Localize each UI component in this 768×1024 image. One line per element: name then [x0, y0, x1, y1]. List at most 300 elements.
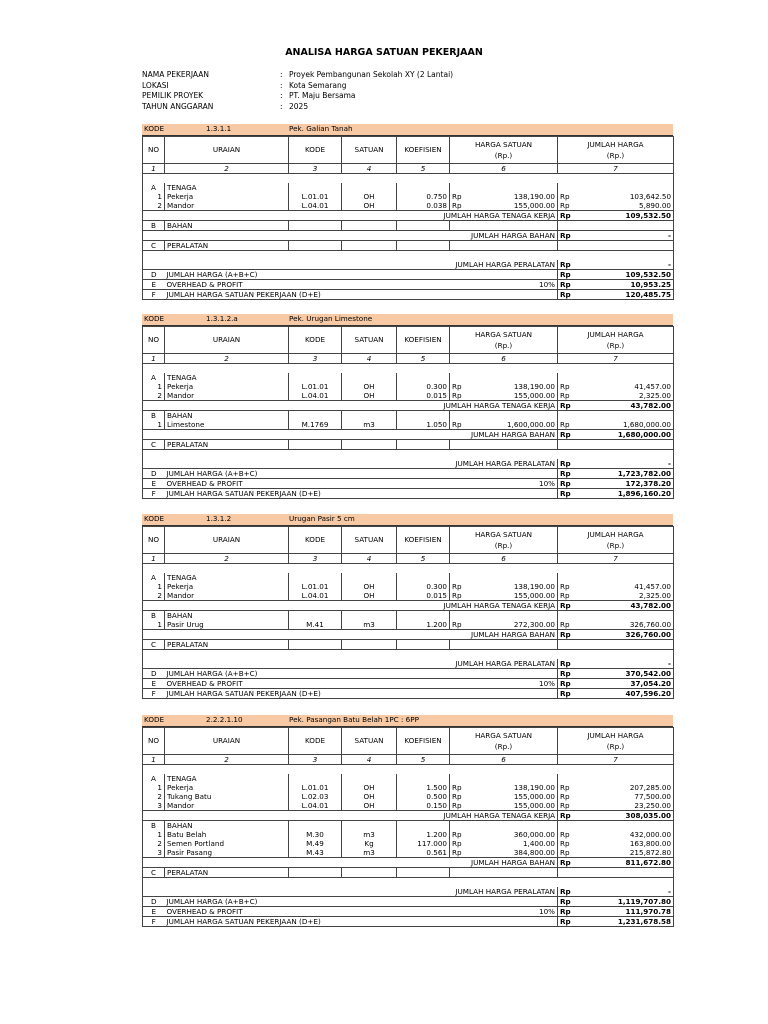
- empty-cell: [165, 363, 576, 373]
- item-uraian: Pekerja: [165, 582, 289, 591]
- subtotal-label: JUMLAH HARGA TENAGA KERJA: [165, 600, 558, 610]
- subtotal-row: [143, 400, 674, 410]
- col-header-no: NO: [143, 526, 165, 553]
- empty-cell: [342, 774, 397, 783]
- empty-cell: [397, 220, 450, 230]
- info-value: 2025: [289, 101, 309, 111]
- group-label: TENAGA: [165, 373, 289, 382]
- column-index-row: [143, 163, 674, 173]
- col-header-koefisien: KOEFISIEN: [397, 326, 450, 353]
- empty-cell: [143, 764, 165, 774]
- col-header-satuan: SATUAN: [342, 326, 397, 353]
- section-kode-label: KODE: [144, 314, 165, 323]
- empty-cell: [165, 173, 576, 183]
- item-uraian: Mandor: [165, 391, 289, 401]
- item-satuan: Kg: [342, 839, 397, 848]
- group-letter: A: [143, 573, 165, 582]
- col-index: 5: [397, 353, 450, 363]
- section-code: 2.2.2.1.10: [206, 715, 243, 724]
- summary-label: OVERHEAD & PROFIT: [165, 678, 470, 688]
- empty-cell: [165, 764, 576, 774]
- empty-cell: [450, 774, 558, 783]
- subtotal-row: [143, 459, 674, 469]
- spacer-row: [143, 563, 674, 573]
- col-index: 1: [143, 754, 165, 764]
- col-index: 2: [165, 754, 289, 764]
- item-rp: Rp: [450, 382, 470, 391]
- item-rp: Rp: [558, 591, 576, 601]
- item-rp: Rp: [450, 201, 470, 211]
- col-header-koefisien: KOEFISIEN: [397, 526, 450, 553]
- summary-rp: Rp: [558, 678, 576, 688]
- spacer-row: [143, 173, 674, 183]
- subtotal-label: JUMLAH HARGA BAHAN: [165, 629, 558, 639]
- item-rp: Rp: [558, 801, 576, 811]
- subtotal-value: -: [576, 887, 674, 897]
- empty-cell: [558, 774, 674, 783]
- col-index: 7: [558, 353, 674, 363]
- subtotal-rp: Rp: [558, 887, 576, 897]
- item-no: 3: [143, 848, 165, 858]
- empty-cell: [143, 649, 165, 659]
- empty-cell: [143, 230, 165, 240]
- col-header-koefisien: KOEFISIEN: [397, 136, 450, 163]
- info-label: NAMA PEKERJAAN: [142, 70, 210, 79]
- item-no: 2: [143, 391, 165, 401]
- empty-cell: [450, 867, 558, 877]
- header-line: (Rp.): [606, 741, 625, 751]
- empty-cell: [289, 410, 342, 420]
- summary-row: [143, 279, 674, 289]
- item-koefisien: 1.200: [397, 830, 450, 839]
- item-satuan: m3: [342, 830, 397, 839]
- group-label: PERALATAN: [165, 867, 289, 877]
- item-harga: 138,190.00: [513, 191, 555, 201]
- summary-value: 1,119,707.80: [576, 896, 674, 906]
- group-header-row: [143, 774, 674, 783]
- summary-row: [143, 478, 674, 488]
- empty-cell: [450, 183, 558, 192]
- col-header-satuan: SATUAN: [342, 526, 397, 553]
- analysis-table: [142, 526, 674, 699]
- item-satuan: OH: [342, 582, 397, 591]
- item-rp: Rp: [450, 783, 470, 792]
- col-header-uraian: URAIAN: [165, 526, 289, 553]
- item-harga: 155,000.00: [470, 201, 558, 211]
- empty-cell: [450, 610, 558, 620]
- summary-row: [143, 906, 674, 916]
- group-label: TENAGA: [165, 183, 289, 192]
- col-index: 2: [165, 353, 289, 363]
- subtotal-rp: Rp: [558, 230, 576, 240]
- group-letter: B: [143, 610, 165, 620]
- item-koefisien: 0.500: [397, 792, 450, 801]
- item-uraian: Tukang Batu: [165, 792, 289, 801]
- subtotal-label: JUMLAH HARGA PERALATAN: [165, 260, 558, 270]
- empty-cell: [397, 573, 450, 582]
- summary-row: [143, 269, 674, 279]
- item-no: 3: [143, 801, 165, 811]
- item-rp: Rp: [450, 192, 470, 201]
- col-index: 1: [143, 163, 165, 173]
- header-line: HARGA SATUAN: [474, 529, 533, 539]
- item-jumlah: 103,642.50: [576, 192, 674, 201]
- info-label: TAHUN ANGGARAN: [142, 101, 214, 111]
- empty-cell: [143, 210, 165, 220]
- empty-cell: [558, 639, 674, 649]
- item-rp: Rp: [558, 391, 576, 401]
- group-header-row: [143, 867, 674, 877]
- empty-cell: [558, 183, 674, 192]
- col-index: 4: [342, 553, 397, 563]
- analysis-section: [142, 124, 673, 300]
- section-kode-label: KODE: [144, 715, 165, 724]
- col-header-jumlah-harga: [558, 526, 674, 553]
- item-rp: Rp: [558, 420, 576, 430]
- table-row: [143, 620, 674, 630]
- table-row: [143, 382, 674, 391]
- col-index: 3: [289, 754, 342, 764]
- item-harga: 1,400.00: [522, 838, 555, 848]
- header-line: (Rp.): [494, 340, 513, 350]
- empty-cell: [143, 600, 165, 610]
- col-index: 1: [143, 553, 165, 563]
- col-index: 5: [397, 163, 450, 173]
- group-letter: A: [143, 373, 165, 382]
- summary-label: JUMLAH HARGA (A+B+C): [165, 668, 470, 678]
- item-satuan: OH: [342, 382, 397, 391]
- item-no: 2: [143, 839, 165, 848]
- header-line: JUMLAH HARGA: [587, 529, 644, 539]
- empty-cell: [165, 250, 674, 260]
- summary-rp: Rp: [558, 916, 576, 926]
- col-header-uraian: URAIAN: [165, 326, 289, 353]
- group-label: TENAGA: [165, 573, 289, 582]
- subtotal-value: -: [576, 230, 674, 240]
- item-uraian: Mandor: [165, 591, 289, 601]
- item-jumlah: 326,760.00: [576, 620, 674, 630]
- empty-cell: [143, 629, 165, 639]
- col-index: 7: [558, 754, 674, 764]
- item-no: 1: [143, 420, 165, 430]
- summary-rp: Rp: [558, 688, 576, 698]
- col-header-kode: KODE: [289, 326, 342, 353]
- item-uraian: Pekerja: [165, 382, 289, 391]
- summary-rp: Rp: [558, 289, 576, 299]
- item-jumlah: 2,325.00: [576, 591, 674, 601]
- item-satuan: OH: [342, 192, 397, 201]
- item-kode: M.49: [289, 839, 342, 848]
- summary-letter: E: [143, 906, 165, 916]
- item-rp: Rp: [558, 382, 576, 391]
- summary-rp: Rp: [558, 279, 576, 289]
- empty-cell: [450, 820, 558, 830]
- summary-rp: Rp: [558, 468, 576, 478]
- summary-label: JUMLAH HARGA (A+B+C): [165, 468, 470, 478]
- col-index: 1: [143, 353, 165, 363]
- group-letter: C: [143, 639, 165, 649]
- subtotal-row: [143, 210, 674, 220]
- item-koefisien: 0.015: [397, 391, 450, 401]
- item-kode: M.41: [289, 620, 342, 630]
- summary-label: OVERHEAD & PROFIT: [165, 478, 470, 488]
- empty-cell: [558, 867, 674, 877]
- item-harga: 360,000.00: [513, 829, 555, 839]
- item-koefisien: 1.200: [397, 620, 450, 630]
- col-header-harga-satuan: [450, 526, 558, 553]
- summary-letter: F: [143, 916, 165, 926]
- header-line: (Rp.): [494, 540, 513, 550]
- item-satuan: OH: [342, 591, 397, 601]
- analysis-section: [142, 314, 673, 499]
- item-no: 1: [143, 382, 165, 391]
- section-code: 1.3.1.1: [206, 124, 232, 133]
- table-row: [143, 848, 674, 858]
- col-index: 2: [165, 553, 289, 563]
- subtotal-value: 43,782.00: [576, 400, 674, 410]
- table-row: [143, 783, 674, 792]
- item-kode: L.02.03: [289, 792, 342, 801]
- item-koefisien: 1.500: [397, 783, 450, 792]
- summary-label: JUMLAH HARGA SATUAN PEKERJAAN (D+E): [165, 916, 470, 926]
- summary-letter: E: [143, 279, 165, 289]
- empty-cell: [558, 410, 674, 420]
- spacer-row: [143, 649, 674, 659]
- empty-cell: [165, 877, 674, 887]
- subtotal-rp: Rp: [558, 600, 576, 610]
- header-line: HARGA SATUAN: [474, 329, 533, 339]
- item-satuan: OH: [342, 201, 397, 211]
- summary-row: [143, 468, 674, 478]
- item-satuan: m3: [342, 848, 397, 858]
- item-no: 2: [143, 201, 165, 211]
- empty-cell: [576, 173, 674, 183]
- analysis-table: [142, 136, 674, 300]
- item-harga: 272,300.00: [470, 620, 558, 630]
- subtotal-row: [143, 887, 674, 897]
- item-kode: L.04.01: [289, 391, 342, 401]
- empty-cell: [397, 410, 450, 420]
- col-header-uraian: URAIAN: [165, 727, 289, 754]
- empty-cell: [342, 639, 397, 649]
- item-uraian: Pasir Pasang: [165, 848, 289, 858]
- item-harga: 138,190.00: [513, 782, 555, 792]
- summary-label: JUMLAH HARGA SATUAN PEKERJAAN (D+E): [165, 289, 470, 299]
- empty-cell: [450, 240, 558, 250]
- empty-cell: [342, 183, 397, 192]
- summary-value: 37,054.20: [576, 678, 674, 688]
- summary-letter: D: [143, 668, 165, 678]
- item-rp: Rp: [450, 848, 470, 858]
- summary-letter: E: [143, 678, 165, 688]
- summary-label: JUMLAH HARGA (A+B+C): [165, 269, 470, 279]
- group-letter: B: [143, 220, 165, 230]
- header-line: JUMLAH HARGA: [587, 139, 644, 149]
- empty-cell: [289, 774, 342, 783]
- subtotal-value: -: [576, 659, 674, 669]
- overhead-percent: 10%: [470, 906, 558, 916]
- col-header-kode: KODE: [289, 526, 342, 553]
- group-letter: C: [143, 867, 165, 877]
- summary-value: 407,596.20: [576, 688, 674, 698]
- header-line: (Rp.): [606, 540, 625, 550]
- header-line: (Rp.): [606, 150, 625, 160]
- section-code: 1.3.1.2.a: [206, 314, 238, 323]
- item-jumlah: 163,800.00: [576, 839, 674, 848]
- subtotal-row: [143, 659, 674, 669]
- empty-cell: [558, 820, 674, 830]
- empty-cell: [289, 573, 342, 582]
- group-letter: B: [143, 820, 165, 830]
- subtotal-label: JUMLAH HARGA PERALATAN: [165, 887, 558, 897]
- analysis-table: [142, 727, 674, 927]
- section-kode-label: KODE: [144, 514, 165, 523]
- item-rp: Rp: [558, 582, 576, 591]
- item-kode: L.01.01: [289, 783, 342, 792]
- empty-cell: [397, 774, 450, 783]
- summary-label: JUMLAH HARGA (A+B+C): [165, 896, 470, 906]
- item-no: 1: [143, 620, 165, 630]
- column-index-row: [143, 553, 674, 563]
- col-index: 2: [165, 163, 289, 173]
- overhead-percent: 10%: [470, 678, 558, 688]
- item-kode: L.04.01: [289, 801, 342, 811]
- summary-label: JUMLAH HARGA SATUAN PEKERJAAN (D+E): [165, 688, 470, 698]
- empty-cell: [143, 857, 165, 867]
- empty-cell: [558, 240, 674, 250]
- empty-cell: [342, 610, 397, 620]
- group-label: BAHAN: [165, 220, 289, 230]
- item-satuan: OH: [342, 801, 397, 811]
- analysis-table: [142, 326, 674, 499]
- summary-label: OVERHEAD & PROFIT: [165, 279, 470, 289]
- item-no: 1: [143, 192, 165, 201]
- analysis-section: [142, 514, 673, 699]
- item-rp: Rp: [558, 792, 576, 801]
- column-header-row: [143, 727, 674, 754]
- info-label: LOKASI: [142, 80, 169, 90]
- group-letter: C: [143, 439, 165, 449]
- empty-cell: [342, 373, 397, 382]
- item-satuan: m3: [342, 620, 397, 630]
- col-index: 7: [558, 163, 674, 173]
- table-row: [143, 582, 674, 591]
- summary-value: 1,231,678.58: [576, 916, 674, 926]
- col-header-harga-satuan: [450, 136, 558, 163]
- empty-cell: [289, 373, 342, 382]
- info-value: Proyek Pembangunan Sekolah XY (2 Lantai): [289, 70, 454, 79]
- spacer-row: [143, 449, 674, 459]
- col-index: 7: [558, 553, 674, 563]
- info-colon: :: [280, 101, 283, 111]
- col-header-jumlah-harga: [558, 326, 674, 353]
- info-label: PEMILIK PROYEK: [142, 91, 204, 100]
- item-rp: Rp: [450, 591, 470, 601]
- page-title: ANALISA HARGA SATUAN PEKERJAAN: [285, 47, 483, 58]
- col-header-uraian: URAIAN: [165, 136, 289, 163]
- summary-row: [143, 488, 674, 498]
- empty-cell: [289, 610, 342, 620]
- subtotal-value: 326,760.00: [576, 629, 674, 639]
- item-harga: 155,000.00: [470, 391, 558, 401]
- subtotal-row: [143, 857, 674, 867]
- column-header-row: [143, 326, 674, 353]
- item-jumlah: 41,457.00: [576, 582, 674, 591]
- subtotal-value: 308,035.00: [576, 810, 674, 820]
- group-letter: B: [143, 410, 165, 420]
- group-letter: C: [143, 240, 165, 250]
- item-rp: Rp: [558, 620, 576, 630]
- col-index: 3: [289, 163, 342, 173]
- group-label: PERALATAN: [165, 439, 289, 449]
- empty-cell: [397, 820, 450, 830]
- item-kode: L.01.01: [289, 382, 342, 391]
- subtotal-value: 1,680,000.00: [576, 429, 674, 439]
- info-colon: :: [280, 70, 283, 79]
- empty-cell: [470, 488, 558, 498]
- empty-cell: [558, 220, 674, 230]
- section-name: Pek. Urugan Limestone: [289, 314, 373, 323]
- item-koefisien: 1.050: [397, 420, 450, 430]
- item-uraian: Pekerja: [165, 783, 289, 792]
- column-header-row: [143, 526, 674, 553]
- item-jumlah: 215,872.80: [576, 848, 674, 858]
- col-header-harga-satuan: [450, 727, 558, 754]
- summary-value: 111,970.78: [576, 906, 674, 916]
- table-row: [143, 420, 674, 430]
- empty-cell: [450, 410, 558, 420]
- section-name: Urugan Pasir 5 cm: [289, 514, 355, 523]
- table-row: [143, 801, 674, 811]
- summary-row: [143, 688, 674, 698]
- summary-row: [143, 289, 674, 299]
- empty-cell: [450, 220, 558, 230]
- empty-cell: [470, 916, 558, 926]
- item-kode: L.04.01: [289, 591, 342, 601]
- subtotal-rp: Rp: [558, 459, 576, 469]
- header-line: (Rp.): [494, 741, 513, 751]
- col-index: 4: [342, 353, 397, 363]
- group-letter: A: [143, 183, 165, 192]
- empty-cell: [470, 289, 558, 299]
- empty-cell: [397, 183, 450, 192]
- empty-cell: [143, 810, 165, 820]
- item-koefisien: 117.000: [397, 839, 450, 848]
- group-header-row: [143, 639, 674, 649]
- empty-cell: [397, 373, 450, 382]
- item-kode: L.04.01: [289, 201, 342, 211]
- col-header-jumlah-harga: [558, 727, 674, 754]
- col-index: 6: [450, 553, 558, 563]
- summary-rp: Rp: [558, 488, 576, 498]
- empty-cell: [450, 373, 558, 382]
- item-satuan: OH: [342, 792, 397, 801]
- item-jumlah: 41,457.00: [576, 382, 674, 391]
- subtotal-row: [143, 260, 674, 270]
- subtotal-rp: Rp: [558, 400, 576, 410]
- empty-cell: [470, 668, 558, 678]
- summary-row: [143, 668, 674, 678]
- group-header-row: [143, 573, 674, 582]
- empty-cell: [143, 250, 165, 260]
- item-rp: Rp: [450, 620, 470, 630]
- empty-cell: [342, 220, 397, 230]
- summary-value: 109,532.50: [576, 269, 674, 279]
- item-uraian: Pekerja: [165, 192, 289, 201]
- empty-cell: [342, 867, 397, 877]
- item-no: 1: [143, 582, 165, 591]
- subtotal-label: JUMLAH HARGA BAHAN: [165, 857, 558, 867]
